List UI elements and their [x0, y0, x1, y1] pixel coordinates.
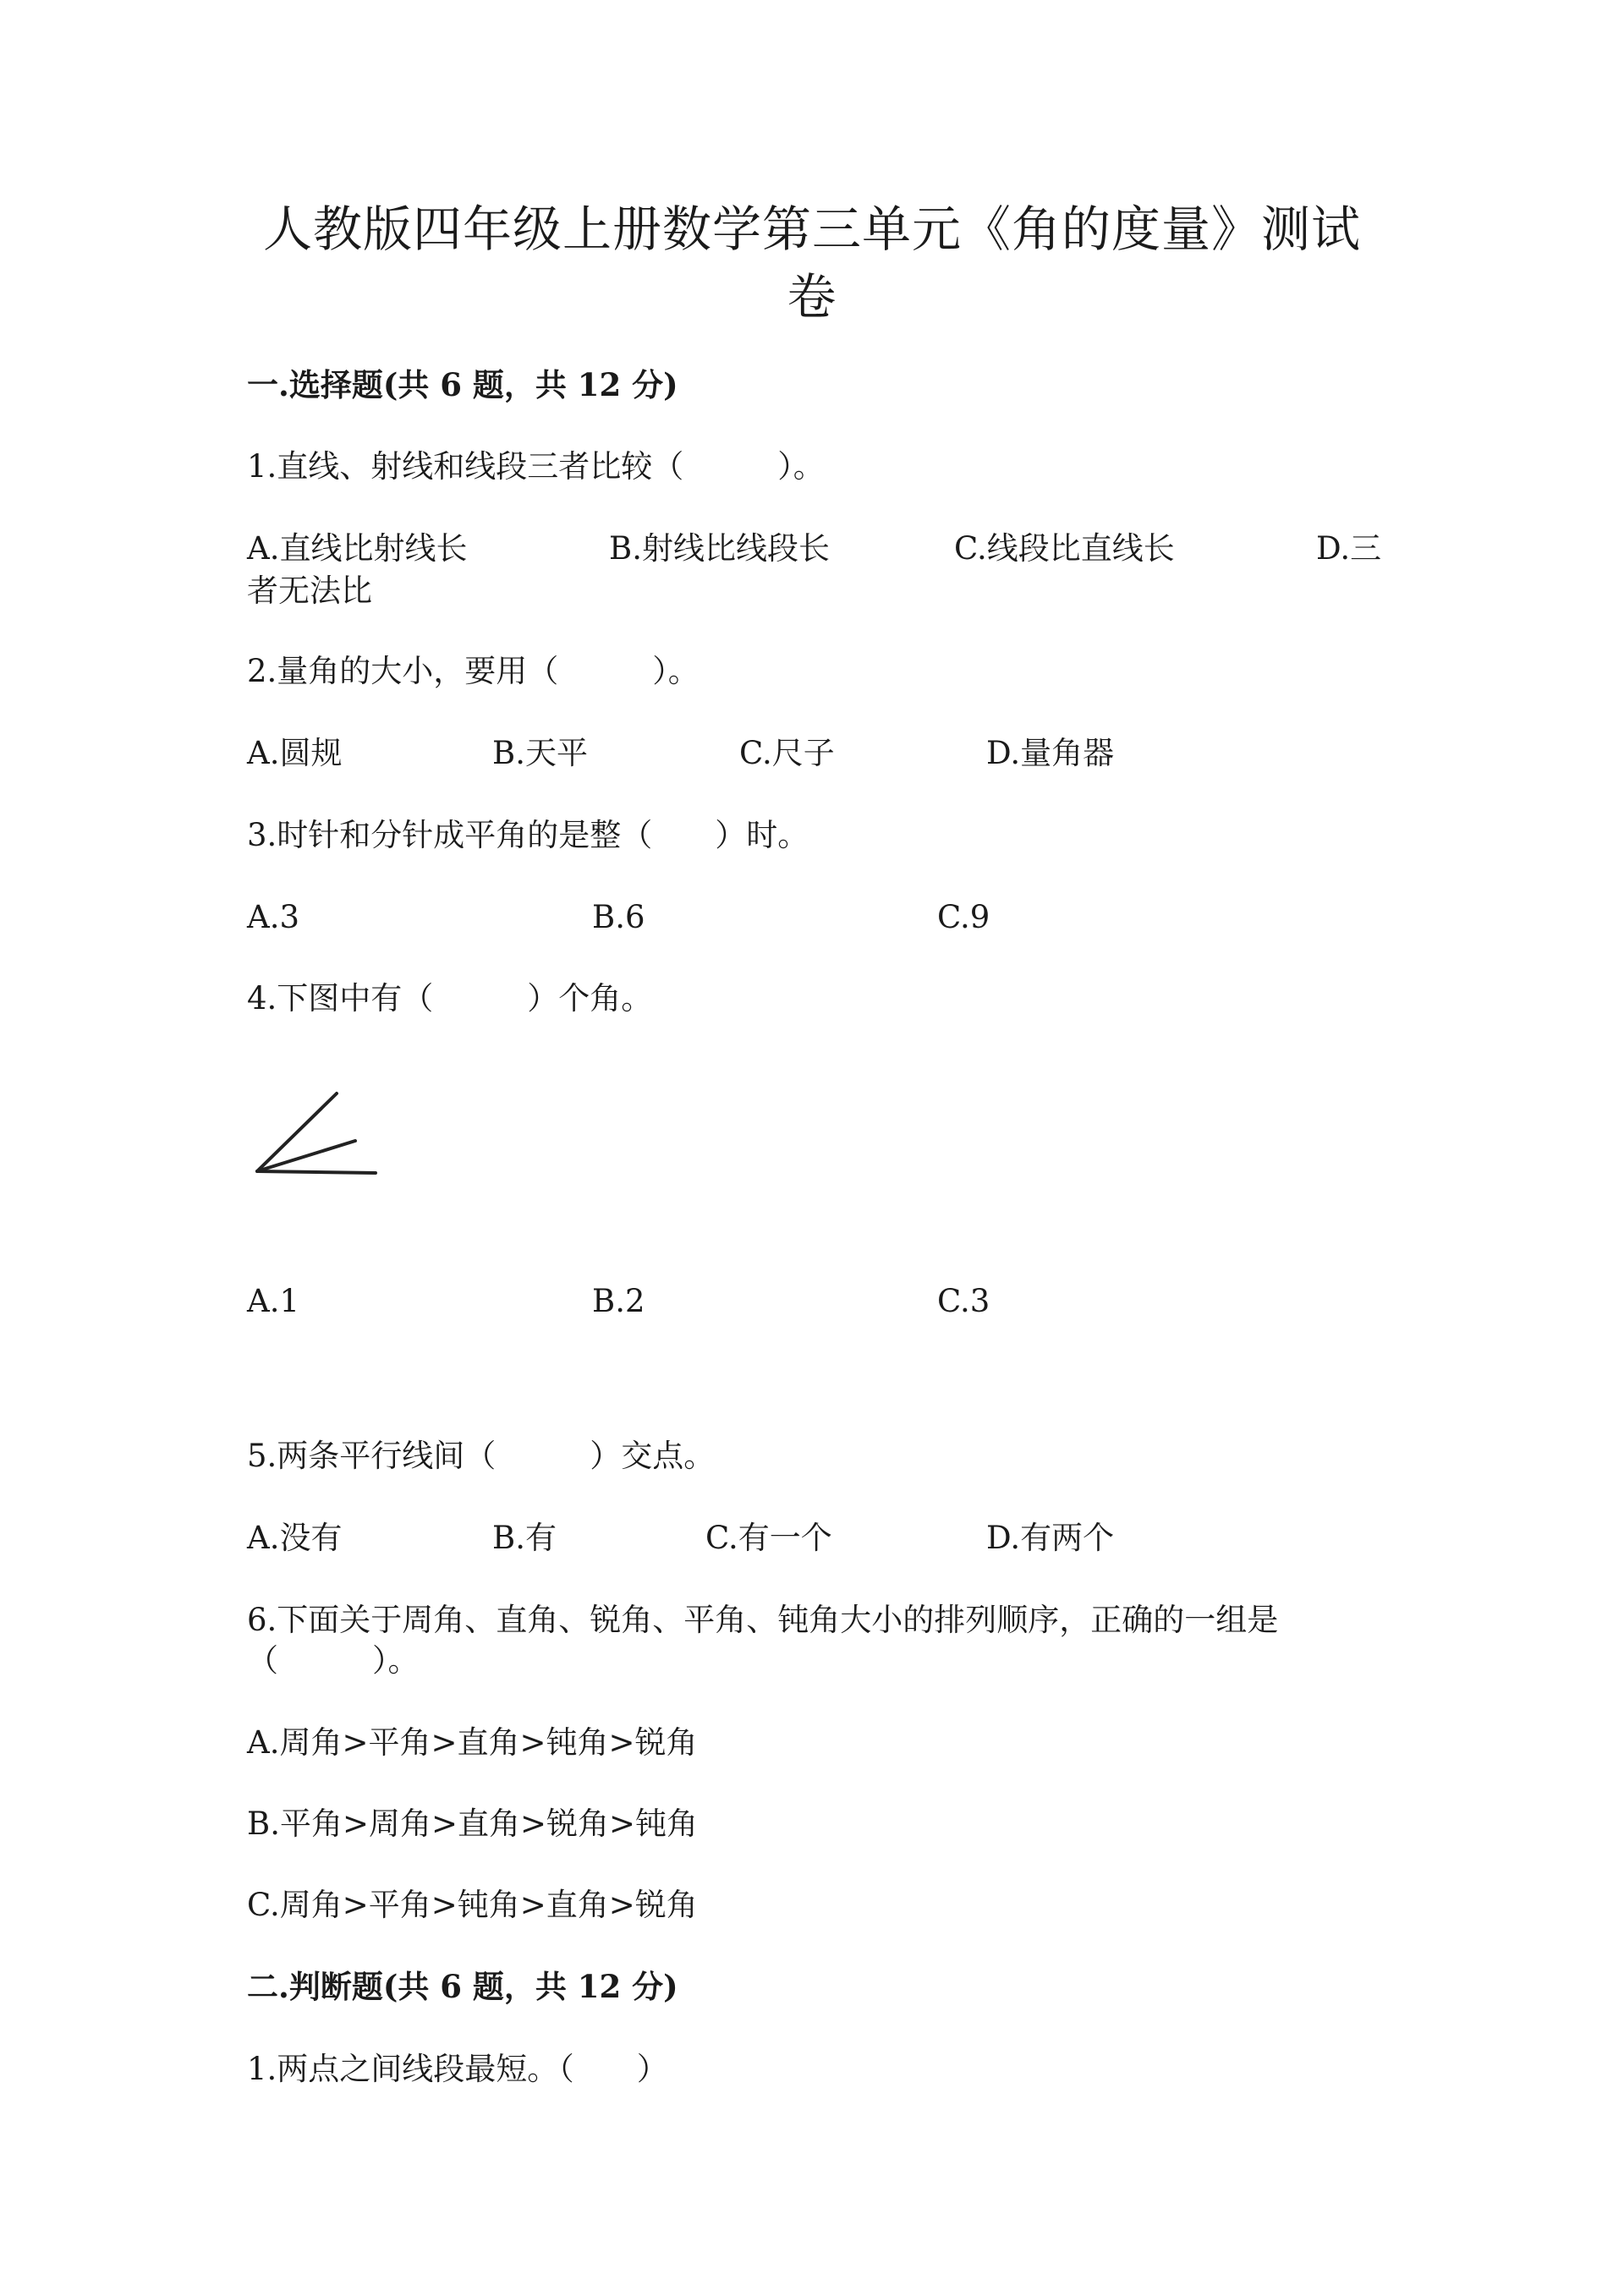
- question-6-stem: 6.下面关于周角、直角、锐角、平角、钝角大小的排列顺序，正确的一组是: [247, 1602, 1279, 1638]
- q5-option-d: D.有两个: [986, 1520, 1115, 1556]
- q3-option-a: A.3: [247, 899, 300, 935]
- question-2-stem: 2.量角的大小，要用（ ）。: [247, 653, 700, 689]
- q5-option-a: A.没有: [247, 1520, 343, 1556]
- q1-option-d-wrap: 者无法比: [247, 573, 372, 609]
- q6-option-b: B.平角>周角>直角>锐角>钝角: [247, 1806, 698, 1842]
- q1-option-a: A.直线比射线长: [247, 530, 468, 567]
- page-title-line-1: 人教版四年级上册数学第三单元《角的度量》测试: [262, 200, 1361, 258]
- question-4-stem: 4.下图中有（ ）个角。: [247, 980, 653, 1016]
- q4-option-a: A.1: [247, 1283, 300, 1319]
- q1-option-c: C.线段比直线长: [954, 530, 1175, 567]
- q6-option-c: C.周角>平角>钝角>直角>锐角: [247, 1887, 698, 1923]
- q4-option-c: C.3: [937, 1283, 990, 1319]
- q5-option-c: C.有一个: [705, 1520, 832, 1556]
- q3-option-c: C.9: [937, 899, 990, 935]
- q2-option-b: B.天平: [492, 735, 588, 771]
- question-5-stem: 5.两条平行线间（ ）交点。: [247, 1438, 716, 1474]
- section-heading-judgement: 二.判断题(共 6 题，共 12 分): [247, 1968, 678, 2005]
- section-heading-choice: 一.选择题(共 6 题，共 12 分): [247, 366, 678, 403]
- q1-option-d: D.三: [1316, 530, 1382, 567]
- question-6-stem-wrap: （ ）。: [247, 1642, 420, 1679]
- page-title-line-2: 卷: [787, 268, 837, 326]
- question-1-stem: 1.直线、射线和线段三者比较（ ）。: [247, 448, 825, 485]
- q3-option-b: B.6: [592, 899, 645, 935]
- q5-option-b: B.有: [492, 1520, 557, 1556]
- angle-figure: [247, 1087, 391, 1188]
- q2-option-c: C.尺子: [739, 735, 835, 771]
- q2-option-a: A.圆规: [247, 735, 343, 771]
- q6-option-a: A.周角>平角>直角>钝角>锐角: [247, 1724, 698, 1761]
- q4-option-b: B.2: [592, 1283, 645, 1319]
- judgement-question-1-stem: 1.两点之间线段最短。（ ）: [247, 2051, 668, 2087]
- q1-option-b: B.射线比线段长: [609, 530, 830, 567]
- question-3-stem: 3.时针和分针成平角的是整（ ）时。: [247, 817, 809, 853]
- q2-option-d: D.量角器: [986, 735, 1115, 771]
